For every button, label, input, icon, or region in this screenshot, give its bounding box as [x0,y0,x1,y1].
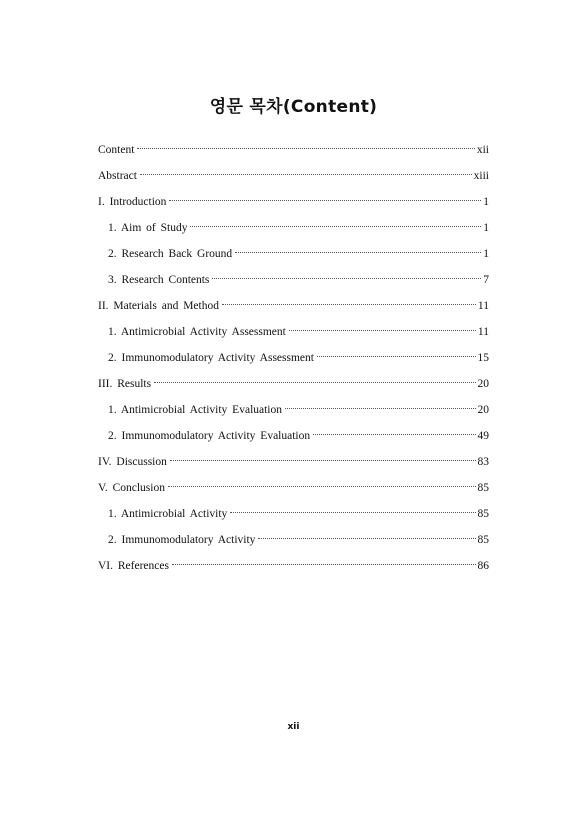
dot-leader [140,160,472,175]
toc-entry-label: VI. References [98,560,169,572]
toc-entry-page: 85 [477,482,489,494]
dot-leader [137,134,474,149]
table-of-contents [98,138,489,580]
toc-entry-label: IV. Discussion [98,456,167,468]
dot-leader [168,472,476,487]
dot-leader [172,550,476,565]
toc-entry-label: II. Materials and Method [98,300,219,312]
toc-entry-label: 1. Aim of Study [108,222,188,234]
dot-leader [235,238,481,253]
toc-entry-label: 2. Research Back Ground [108,248,233,260]
toc-entry-page: 20 [477,404,489,416]
toc-entry-page: 15 [477,352,489,364]
toc-entry-label: 2. Immunomodulatory Activity [108,534,256,546]
toc-entry-label: 1. Antimicrobial Activity Assessment [108,326,286,338]
toc-entry-label: I. Introduction [98,196,167,208]
toc-entry-page: 49 [477,430,489,442]
toc-entry-label: 2. Immunomodulatory Activity Evaluation [108,430,311,442]
dot-leader [170,446,476,461]
toc-entry-page: 11 [477,300,489,312]
toc-entry-label: Content [98,144,135,156]
dot-leader [289,316,476,331]
toc-entry-page: 11 [477,326,489,338]
toc-entry-page: xiii [473,170,489,182]
toc-entry-page: 1 [483,196,489,208]
dot-leader [317,342,476,357]
dot-leader [258,524,475,539]
toc-entry-page: xii [476,144,489,156]
dot-leader [285,394,475,409]
toc-entry-label: 2. Immunomodulatory Activity Assessment [108,352,314,364]
dot-leader [212,264,481,279]
page-title: 영문 목차(Content) [209,97,378,117]
dot-leader [154,368,475,383]
dot-leader [169,186,481,201]
dot-leader [222,290,476,305]
toc-entry-label: Abstract [98,170,137,182]
toc-entry-label: V. Conclusion [98,482,165,494]
toc-entry-page: 7 [483,274,489,286]
toc-entry-page: 1 [483,248,489,260]
toc-entry-page: 85 [477,508,489,520]
toc-entry-label: 3. Research Contents [108,274,210,286]
dot-leader [230,498,475,513]
toc-entry-page: 20 [477,378,489,390]
toc-entry-label: 1. Antimicrobial Activity Evaluation [108,404,283,416]
toc-entry-page: 83 [477,456,489,468]
toc-entry-label: III. Results [98,378,152,390]
toc-entry [98,554,489,580]
dot-leader [313,420,475,435]
toc-entry-page: 86 [477,560,489,572]
toc-entry-page: 85 [477,534,489,546]
dot-leader [190,212,481,227]
page-number: xii [287,722,300,732]
toc-entry-page: 1 [483,222,489,234]
toc-entry-label: 1. Antimicrobial Activity [108,508,228,520]
